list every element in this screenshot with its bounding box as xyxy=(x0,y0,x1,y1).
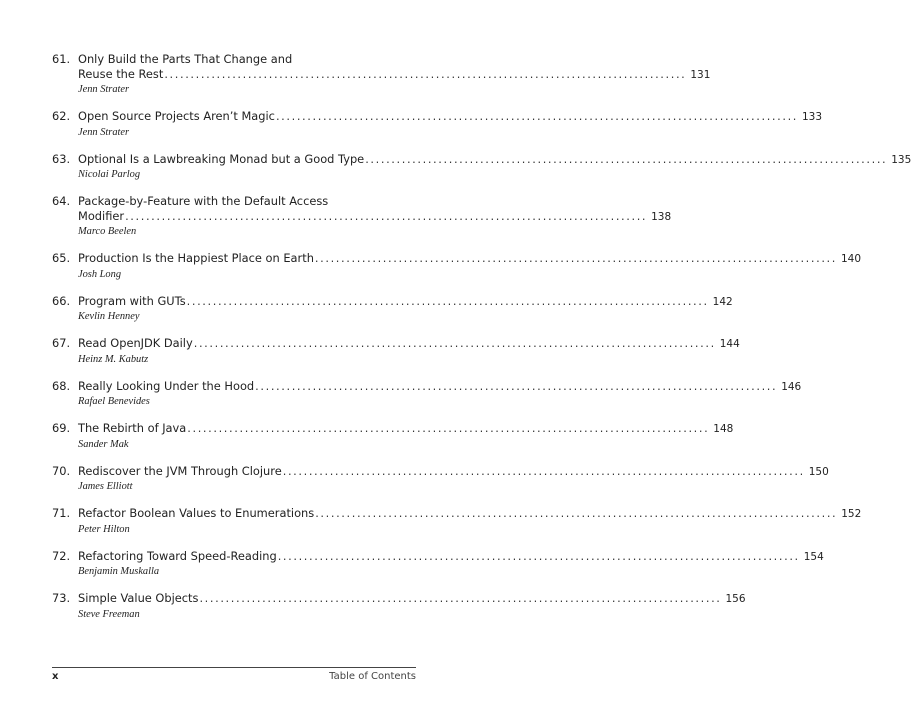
entry-author: Benjamin Muskalla xyxy=(78,566,160,577)
entry-title: Reuse the Rest xyxy=(78,66,164,81)
entry-number: 70. xyxy=(52,463,71,478)
leader-dots: .................................................................................................... xyxy=(277,548,800,563)
entry-title: Simple Value Objects xyxy=(78,591,199,605)
table-of-contents xyxy=(52,52,911,621)
entry-title: Production Is the Happiest Place on Earth xyxy=(78,251,314,265)
leader-dots: .................................................................................................... xyxy=(193,336,716,350)
toc-entry[interactable] xyxy=(52,151,911,182)
entry-page: 148 xyxy=(713,423,734,435)
entry-page: 156 xyxy=(725,593,746,605)
entry-page: 150 xyxy=(808,465,829,478)
entry-author: Josh Long xyxy=(78,268,122,280)
leader-dots: .................................................................................................... xyxy=(186,293,709,308)
entry-page: 144 xyxy=(719,338,740,350)
toc-entry[interactable] xyxy=(52,421,734,451)
leader-dots: .................................................................................................... xyxy=(199,591,722,605)
entry-number: 68. xyxy=(52,378,71,393)
entry-page: 131 xyxy=(690,68,711,81)
entry-title: The Rebirth of Java xyxy=(78,421,187,435)
leader-dots: .................................................................................................... xyxy=(314,251,837,265)
entry-page: 142 xyxy=(712,295,733,308)
entry-number: 71. xyxy=(52,506,71,520)
entry-number: 73. xyxy=(52,591,71,605)
entry-title: Package-by-Feature with the Default Access xyxy=(78,194,329,208)
entry-title: Refactor Boolean Values to Enumerations xyxy=(78,506,315,520)
toc-entry[interactable] xyxy=(52,52,711,96)
entry-page: 140 xyxy=(840,253,861,265)
toc-entry[interactable] xyxy=(52,194,672,238)
entry-author: Peter Hilton xyxy=(78,523,130,535)
leader-dots: .................................................................................................... xyxy=(164,66,687,81)
entry-author: Jenn Strater xyxy=(78,84,130,95)
entry-author: Jenn Strater xyxy=(78,126,130,138)
entry-author: Rafael Benevides xyxy=(78,396,150,407)
entry-number: 64. xyxy=(52,194,71,208)
entry-number: 65. xyxy=(52,251,71,265)
toc-entry[interactable] xyxy=(52,463,829,494)
entry-author: Kevlin Henney xyxy=(78,311,140,322)
entry-author: Steve Freeman xyxy=(78,608,140,620)
entry-number: 61. xyxy=(52,52,71,66)
toc-entry[interactable] xyxy=(52,378,802,409)
toc-entry[interactable] xyxy=(52,109,823,139)
entry-author: James Elliott xyxy=(78,481,133,492)
entry-page: 152 xyxy=(841,508,862,520)
entry-author: Nicolai Parlog xyxy=(78,169,141,180)
entry-title: Rediscover the JVM Through Clojure xyxy=(78,463,282,478)
entry-title: Refactoring Toward Speed-Reading xyxy=(78,548,277,563)
leader-dots: .................................................................................................... xyxy=(315,506,838,520)
entry-page: 135 xyxy=(891,153,911,166)
footer-section-title: Table of Contents xyxy=(329,671,416,682)
toc-entry[interactable] xyxy=(52,548,824,579)
entry-page: 138 xyxy=(651,210,672,223)
entry-page: 146 xyxy=(781,380,802,393)
entry-title: Optional Is a Lawbreaking Monad but a Good Type xyxy=(78,151,365,166)
entry-title: Open Source Projects Aren’t Magic xyxy=(78,109,275,123)
entry-number: 67. xyxy=(52,336,71,350)
entry-title: Modifier xyxy=(78,208,125,223)
leader-dots: .................................................................................................... xyxy=(255,378,778,393)
leader-dots: .................................................................................................... xyxy=(275,109,799,123)
leader-dots: .................................................................................................... xyxy=(282,463,805,478)
footer-divider xyxy=(52,667,416,668)
toc-entry[interactable] xyxy=(52,251,861,281)
entry-title: Really Looking Under the Hood xyxy=(78,378,255,393)
toc-entry[interactable] xyxy=(52,506,862,536)
entry-title: Read OpenJDK Daily xyxy=(78,336,193,350)
leader-dots: .................................................................................................... xyxy=(187,421,710,435)
toc-entry[interactable] xyxy=(52,336,740,366)
entry-author: Marco Beelen xyxy=(78,226,137,237)
entry-title: Program with GUTs xyxy=(78,293,186,308)
entry-author: Sander Mak xyxy=(78,438,129,450)
entry-number: 63. xyxy=(52,151,71,166)
entry-page: 133 xyxy=(801,111,823,123)
leader-dots: .................................................................................................... xyxy=(125,208,648,223)
entry-author: Heinz M. Kabutz xyxy=(78,353,149,365)
leader-dots: .................................................................................................... xyxy=(365,151,888,166)
entry-number: 69. xyxy=(52,421,71,435)
toc-entry[interactable] xyxy=(52,591,746,621)
entry-number: 66. xyxy=(52,293,71,308)
entry-page: 154 xyxy=(803,550,824,563)
entry-title: Only Build the Parts That Change and xyxy=(78,52,293,66)
toc-entry[interactable] xyxy=(52,293,733,324)
footer-page-number: x xyxy=(52,671,59,682)
entry-number: 62. xyxy=(52,109,71,123)
entry-number: 72. xyxy=(52,548,71,563)
